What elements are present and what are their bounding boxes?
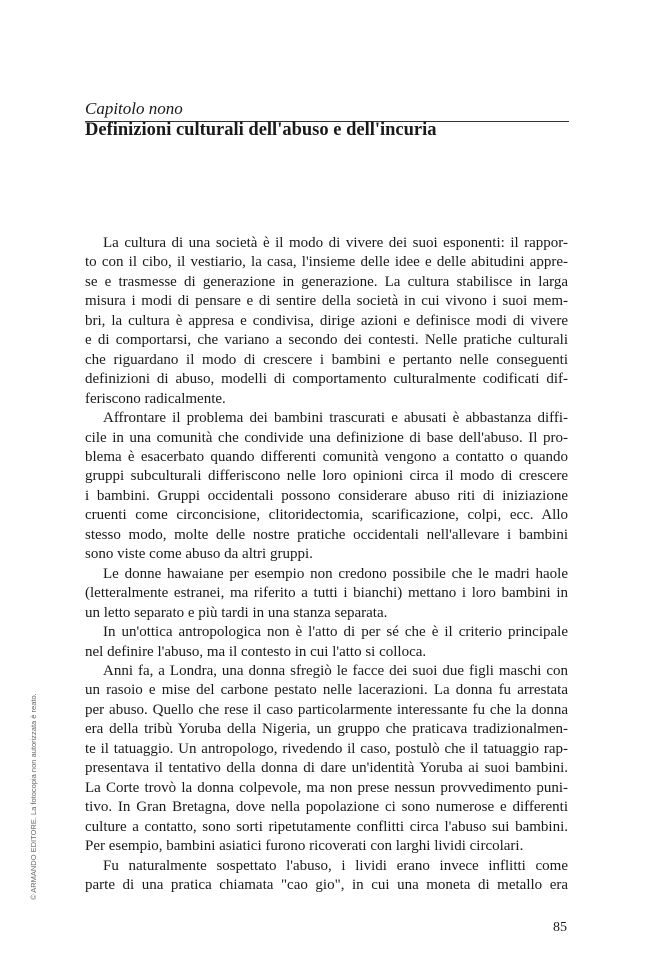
text-line: stesso modo, molte delle nostre pratiche occidentali nell'allevare i bambini (85, 526, 568, 543)
body-text (85, 234, 568, 895)
text-line: un rasoio e mise del carbone pestato nelle lacerazioni. La donna fu arrestata (85, 682, 568, 699)
text-line: te il tatuaggio. Un antropologo, rivedendo il caso, postulò che il tatuaggio rap- (85, 740, 568, 757)
text-line: e di comportarsi, che variano a secondo dei contesti. Nelle pratiche culturali (85, 332, 568, 349)
paragraph (85, 857, 568, 896)
text-line: La Corte trovò la donna colpevole, ma non prese nessun provvedimento puni- (85, 779, 568, 796)
paragraph (85, 662, 568, 857)
text-line: presentava il tentativo della donna di dare un'identità Yoruba ai suoi bambini. (85, 760, 568, 777)
text-line: to con il cibo, il vestiario, la casa, l'insieme delle idee e delle abitudini appre- (85, 254, 568, 271)
text-line: tivo. In Gran Bretagna, dove nella popolazione ci sono numerose e differenti (85, 799, 568, 816)
text-line: blema è esacerbato quando differenti comunità vengono a contatto o quando (85, 448, 568, 465)
text-line: (letteralmente estranei, ma riferito a tutti i bianchi) mettano i loro bambini in (85, 585, 568, 602)
text-line: i bambini. Gruppi occidentali possono considerare abuso riti di iniziazione (85, 487, 568, 504)
text-line: In un'ottica antropologica non è l'atto di per sé che è il criterio principale (103, 624, 568, 641)
text-line: cile in una comunità che condivide una definizione di base dell'abuso. Il pro- (85, 429, 568, 446)
text-line: per abuso. Quello che rese il caso particolarmente interessante fu che la donna (85, 701, 568, 718)
paragraph (85, 234, 568, 409)
text-line: La cultura di una società è il modo di vivere dei suoi esponenti: il rappor- (103, 235, 568, 251)
paragraph (85, 623, 568, 662)
page-number: 85 (553, 920, 567, 935)
text-line: Le donne hawaiane per esempio non credono possibile che le madri haole (103, 565, 568, 582)
paragraph (85, 565, 568, 623)
text-line: Fu naturalmente sospettato l'abuso, i lividi erano invece inflitti come (103, 857, 568, 874)
chapter-title: Definizioni culturali dell'abuso e dell'incuria (85, 120, 437, 140)
text-line: se e trasmesse di generazione in generazione. La cultura stabilisce in larga (85, 273, 568, 290)
text-line: sono viste come abuso da altri gruppi. (85, 546, 313, 563)
text-line: definizioni di abuso, modelli di comportamento culturalmente codificati dif- (85, 371, 568, 388)
text-line: parte di una pratica chiamata "cao gio", in cui una moneta di metallo era (85, 876, 568, 893)
text-line: bri, la cultura è appresa e condivisa, dirige azioni e definisce modi di vivere (85, 312, 568, 329)
text-line: feriscono radicalmente. (85, 390, 226, 407)
text-line: era della tribù Yoruba della Nigeria, un gruppo che praticava tradizionalmen- (85, 721, 568, 738)
text-line: che riguardano il modo di crescere i bambini e pertanto nelle conseguenti (85, 351, 568, 368)
text-line: gruppi subculturali differiscono nelle loro opinioni circa il modo di crescere (85, 468, 568, 485)
text-line: Per esempio, bambini asiatici furono ricoverati con larghi lividi circolari. (85, 838, 524, 855)
paragraph (85, 409, 568, 565)
text-line: un letto separato e più tardi in una stanza separata. (85, 604, 388, 621)
text-line: culture a contatto, sono sorti ripetutamente conflitti circa l'abuso sui bambini. (85, 818, 568, 835)
text-line: misura i modi di pensare e di sentire della società in cui vivono i suoi mem- (85, 293, 568, 310)
text-line: Anni fa, a Londra, una donna sfregiò le facce dei suoi due figli maschi con (103, 662, 568, 679)
text-line: Affrontare il problema dei bambini trascurati e abusati è abbastanza diffi- (103, 410, 568, 427)
text-line: cruenti come circoncisione, clitoridectomia, scarificazione, colpi, ecc. Allo (85, 507, 568, 524)
copyright-notice: © ARMANDO EDITORE. La fotocopia non autorizzata è reato. (29, 693, 38, 900)
chapter-label: Capitolo nono (85, 99, 183, 118)
text-line: nel definire l'abuso, ma il contesto in cui l'atto si colloca. (85, 643, 427, 660)
